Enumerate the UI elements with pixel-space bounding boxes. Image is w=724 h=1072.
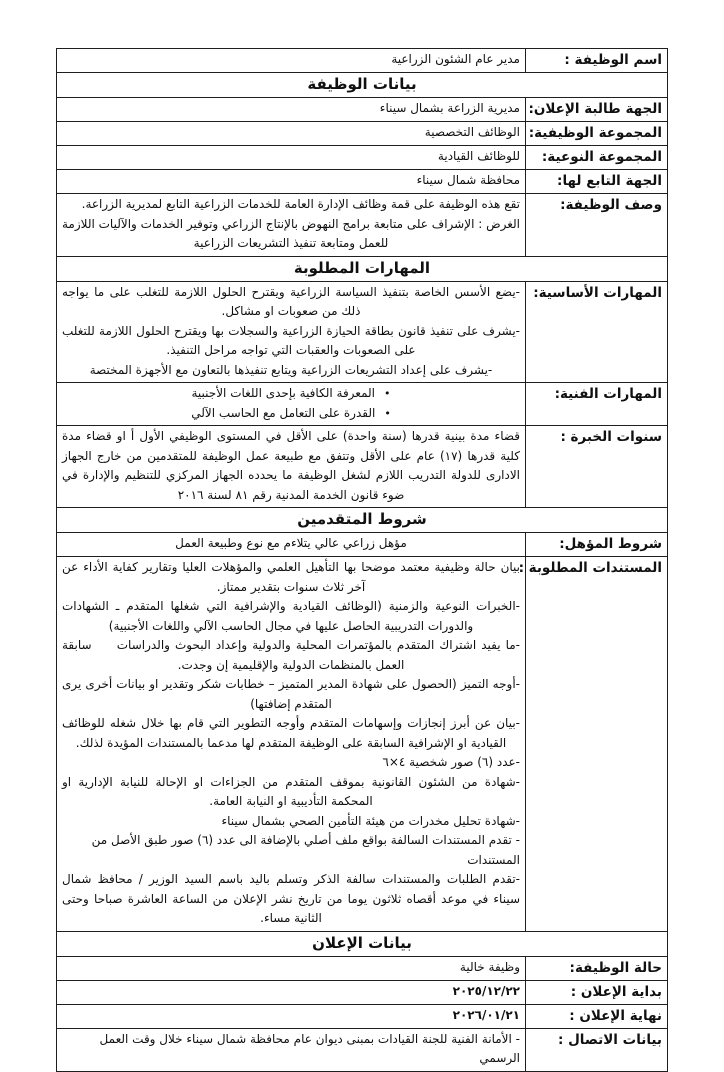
value-text: -شهادة تحليل مخدرات من هيئة التأمين الصحي بشمال سيناء xyxy=(221,813,520,828)
value-text: الغرض : الإشراف على متابعة برامج النهوض بالإنتاج الزراعي وتوفير الخدمات والآليات اللازمة للعمل ومتابعة تنفيذ التشريعات الزراعية xyxy=(62,216,520,250)
field-row xyxy=(57,533,668,557)
value-text: - الأمانة الفنية للجنة القيادات بمبنى ديوان عام محافظة شمال سيناء خلال وقت العمل الرسمي xyxy=(99,1031,520,1065)
field-value xyxy=(57,956,526,980)
field-label: المهارات الفنية: xyxy=(526,383,668,426)
value-text: بيان حالة وظيفية معتمد موضحا بها التأهيل العلمي والمؤهلات العليا وتقارير كفاية الأداء عن آخر ثلاث سنوات بتقدير ممتاز. xyxy=(62,560,520,594)
field-value xyxy=(57,426,526,508)
field-value xyxy=(57,98,526,122)
bullet-text: المعرفة الكافية بإحدى اللغات الأجنبية xyxy=(191,386,376,400)
value-text: للوظائف القيادية xyxy=(437,149,520,163)
value-text: ٢٠٢٥/١٢/٢٢ xyxy=(452,983,520,998)
field-row xyxy=(57,146,668,170)
field-value xyxy=(57,1004,526,1028)
section-row xyxy=(57,931,668,956)
section-row xyxy=(57,508,668,533)
value-text: ٢٠٢٦/٠١/٢١ xyxy=(452,1007,520,1022)
field-value xyxy=(57,49,526,73)
value-text: تقع هذه الوظيفة على قمة وظائف الإدارة العامة للخدمات الزراعية التابع لمديرية الزراعة. xyxy=(81,197,520,211)
value-text: -يشرف على إعداد التشريعات الزراعية ويتابع تنفيذها بالتعاون مع الأجهزة المختصة xyxy=(89,362,493,377)
value-text: وظيفة خالية xyxy=(459,959,520,974)
field-row xyxy=(57,956,668,980)
value-text: الوظائف التخصصية xyxy=(424,125,520,139)
value-text: قضاء مدة بينية قدرها (سنة واحدة) على الأقل في المستوى الوظيفي الأول أ او قضاء مدة كلية قدرها (١٧) عام على الأقل وتتفق مع طبيعة عمل الوظيفة للمتقدمين من خارج الجهاز الادارى للدولة التدريب اللازم لشغل الوظيفة ما يحدده الجهاز المركزي للتنظيم والإدارة في ضوء قانون الخدمة المدنية رقم ٨١ لسنة ٢٠١٦ xyxy=(62,429,520,502)
field-label: شروط المؤهل: xyxy=(526,533,668,557)
field-label: المجموعة النوعية: xyxy=(526,146,668,170)
value-text: -ما يفيد اشتراك المتقدم بالمؤتمرات المحلية والدولية وإعداد البحوث والدراسات سابقة العمل بالمنظمات الدولية والإقليمية إن وجدت. xyxy=(62,638,520,672)
field-row xyxy=(57,980,668,1004)
job-announcement-table xyxy=(56,48,668,1072)
field-value xyxy=(57,533,526,557)
field-label: وصف الوظيفة: xyxy=(526,194,668,257)
value-text: مؤهل زراعي عالي يتلاءم مع نوع وطبيعة العمل xyxy=(175,536,407,550)
field-row xyxy=(57,1028,668,1071)
section-title: شروط المتقدمين xyxy=(57,508,668,533)
field-label: اسم الوظيفة : xyxy=(526,49,668,73)
field-value xyxy=(57,1028,526,1071)
bullet-item xyxy=(62,404,520,424)
value-text: -شهادة من الشئون القانونية بموقف المتقدم من الجزاءات او الإحالة للنيابة الإدارية او المحكمة التأديبية او النيابة العامة. xyxy=(62,774,520,808)
bullet-item xyxy=(62,384,520,404)
value-text: - تقدم المستندات السالفة بواقع ملف أصلي بالإضافة الى عدد (٦) صور طبق الأصل من المستندات xyxy=(91,833,520,867)
section-row xyxy=(57,256,668,281)
field-value xyxy=(57,281,526,383)
field-row xyxy=(57,383,668,426)
value-text: -يشرف على تنفيذ قانون بطاقة الحيازة الزراعية والسجلات بها ويقترح الحلول اللازمة للتغلب على الصعوبات والعقبات التي تواجه مراحل التنفيذ. xyxy=(62,323,520,357)
field-label: الجهة طالبة الإعلان: xyxy=(526,98,668,122)
field-label: بيانات الاتصال : xyxy=(526,1028,668,1071)
field-value xyxy=(57,383,526,426)
field-row xyxy=(57,426,668,508)
value-text: -يضع الأسس الخاصة بتنفيذ السياسة الزراعية ويقترح الحلول اللازمة للتغلب على ما يواجه ذلك من صعوبات او مشاكل. xyxy=(62,284,520,318)
bullet-icon: • xyxy=(384,406,391,420)
field-row xyxy=(57,49,668,73)
field-row xyxy=(57,194,668,257)
field-row xyxy=(57,281,668,383)
value-text: -الخبرات النوعية والزمنية (الوظائف القيادية والإشرافية التي شغلها المتقدم ـ الشهادات والدورات التدريبية الحاصل عليها في مجال الحاسب الآلي واللغات الأجنبية) xyxy=(62,599,520,633)
field-value xyxy=(57,980,526,1004)
field-label: حالة الوظيفة: xyxy=(526,956,668,980)
field-row xyxy=(57,122,668,146)
bullet-icon: • xyxy=(384,387,391,400)
field-row xyxy=(57,98,668,122)
field-label: المهارات الأساسية: xyxy=(526,281,668,383)
field-row xyxy=(57,1004,668,1028)
section-title: المهارات المطلوبة xyxy=(57,256,668,281)
field-value xyxy=(57,557,526,932)
field-value xyxy=(57,122,526,146)
job-table-body xyxy=(57,49,668,1072)
field-label: سنوات الخبرة : xyxy=(526,426,668,508)
value-text: محافظة شمال سيناء xyxy=(416,173,520,187)
field-label: المستندات المطلوبة : xyxy=(526,557,668,932)
section-title: بيانات الوظيفة xyxy=(57,73,668,98)
field-label: المجموعة الوظيفية: xyxy=(526,122,668,146)
field-row xyxy=(57,557,668,932)
section-row xyxy=(57,73,668,98)
value-text: -تقدم الطلبات والمستندات سالفة الذكر وتسلم باليد باسم السيد الوزير / محافظ شمال سيناء في موعد أقصاه ثلاثون يوما من تاريخ نشر الإعلان من الساعة العاشرة صباحا وحتى الثانية مساء. xyxy=(62,872,520,925)
section-title: بيانات الإعلان xyxy=(57,931,668,956)
field-label: بداية الإعلان : xyxy=(526,980,668,1004)
value-text: -أوجه التميز (الحصول على شهادة المدير المتميز – خطابات شكر وتقدير او بيانات أخرى يرى المتقدم إضافتها) xyxy=(62,677,520,711)
value-text: مديرية الزراعة بشمال سيناء xyxy=(379,101,520,115)
value-text: -عدد (٦) صور شخصية ٤×٦ xyxy=(382,755,520,769)
value-text: -بيان عن أبرز إنجازات وإسهامات المتقدم وأوجه التطوير التي قام بها خلال شغله للوظائف القيادية او الإشرافية السابقة على الوظيفة المتقدم لها مدعما بالمستندات المؤيدة لذلك. xyxy=(62,716,520,750)
field-label: الجهة التابع لها: xyxy=(526,170,668,194)
bullet-text: القدرة على التعامل مع الحاسب الآلي xyxy=(191,405,376,420)
field-value xyxy=(57,170,526,194)
field-value xyxy=(57,194,526,257)
value-text: مدير عام الشئون الزراعية xyxy=(391,52,520,66)
field-label: نهاية الإعلان : xyxy=(526,1004,668,1028)
field-value xyxy=(57,146,526,170)
field-row xyxy=(57,170,668,194)
